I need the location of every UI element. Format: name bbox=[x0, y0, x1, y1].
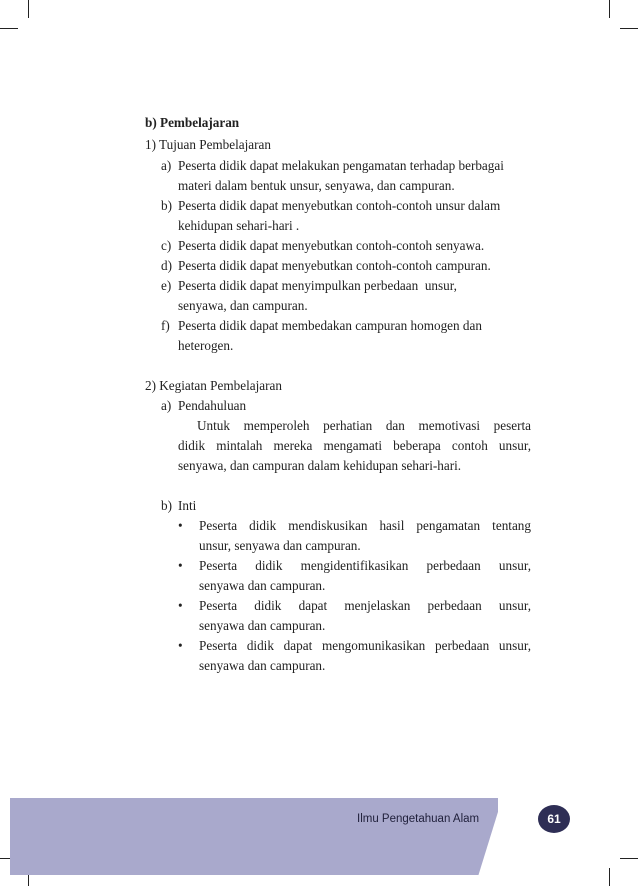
paragraph-text: didik mintalah mereka mengamati beberapa contoh unsur, bbox=[178, 438, 531, 453]
list-item-text: kehidupan sehari-hari . bbox=[178, 218, 300, 233]
inti-title: Inti bbox=[178, 498, 197, 513]
list-marker: d) bbox=[161, 258, 172, 273]
list-item-text: Peserta didik dapat membedakan campuran homogen dan bbox=[178, 318, 482, 333]
bullet-line bbox=[199, 557, 531, 575]
bullet-line bbox=[199, 637, 531, 655]
section-heading: b) Pembelajaran bbox=[145, 115, 240, 130]
list-item-text: Peserta didik dapat menyimpulkan perbedaan unsur, bbox=[178, 278, 457, 293]
list-marker: a) bbox=[161, 398, 172, 413]
bullet-text: Peserta didik dapat mengomunikasikan perbedaan unsur, bbox=[199, 638, 531, 653]
list-item-text: Peserta didik dapat menyebutkan contoh-contoh campuran. bbox=[178, 258, 491, 273]
list-marker: c) bbox=[161, 238, 172, 253]
list-item-text: Peserta didik dapat menyebutkan contoh-contoh unsur dalam bbox=[178, 198, 501, 213]
bullet-text: senyawa dan campuran. bbox=[199, 658, 326, 673]
list-item-text: Peserta didik dapat melakukan pengamatan terhadap berbagai bbox=[178, 158, 504, 173]
bullet: • bbox=[178, 558, 183, 573]
list-item-text: materi dalam bentuk unsur, senyawa, dan campuran. bbox=[178, 178, 455, 193]
list-marker: e) bbox=[161, 278, 172, 293]
list-item-text: heterogen. bbox=[178, 338, 234, 353]
bullet-line bbox=[199, 517, 531, 535]
list-marker: a) bbox=[161, 158, 172, 173]
list-item-text: senyawa, dan campuran. bbox=[178, 298, 308, 313]
kegiatan-heading: 2) Kegiatan Pembelajaran bbox=[145, 378, 282, 393]
list-marker: f) bbox=[161, 318, 170, 333]
crop-mark bbox=[620, 858, 638, 859]
bullet: • bbox=[178, 518, 183, 533]
crop-mark bbox=[620, 28, 638, 29]
page-number: 61 bbox=[538, 805, 570, 833]
bullet: • bbox=[178, 598, 183, 613]
list-marker: b) bbox=[161, 498, 172, 513]
paragraph-line: senyawa, dan campuran dalam kehidupan sehari-hari. bbox=[178, 458, 462, 473]
crop-mark bbox=[28, 0, 29, 18]
bullet-text: Peserta didik mengidentifikasikan perbedaan unsur, bbox=[199, 558, 531, 573]
list-marker: b) bbox=[161, 198, 172, 213]
crop-mark bbox=[609, 868, 610, 886]
crop-mark bbox=[609, 0, 610, 18]
tujuan-heading: 1) Tujuan Pembelajaran bbox=[145, 137, 271, 152]
crop-mark bbox=[0, 28, 18, 29]
list-item-text: Peserta didik dapat menyebutkan contoh-contoh senyawa. bbox=[178, 238, 485, 253]
footer-band bbox=[10, 798, 498, 875]
paragraph-line bbox=[197, 417, 531, 435]
bullet: • bbox=[178, 638, 183, 653]
bullet-line bbox=[199, 597, 531, 615]
book-title: Ilmu Pengetahuan Alam bbox=[357, 813, 480, 825]
pendahuluan-title: Pendahuluan bbox=[178, 398, 247, 413]
bullet-text: Peserta didik dapat menjelaskan perbedaan unsur, bbox=[199, 598, 531, 613]
paragraph-line bbox=[178, 437, 531, 455]
bullet-text: senyawa dan campuran. bbox=[199, 618, 326, 633]
bullet-text: senyawa dan campuran. bbox=[199, 578, 326, 593]
bullet-text: Peserta didik mendiskusikan hasil pengamatan tentang bbox=[199, 518, 531, 533]
paragraph-text: Untuk memperoleh perhatian dan memotivasi peserta bbox=[197, 418, 531, 433]
bullet-text: unsur, senyawa dan campuran. bbox=[199, 538, 361, 553]
